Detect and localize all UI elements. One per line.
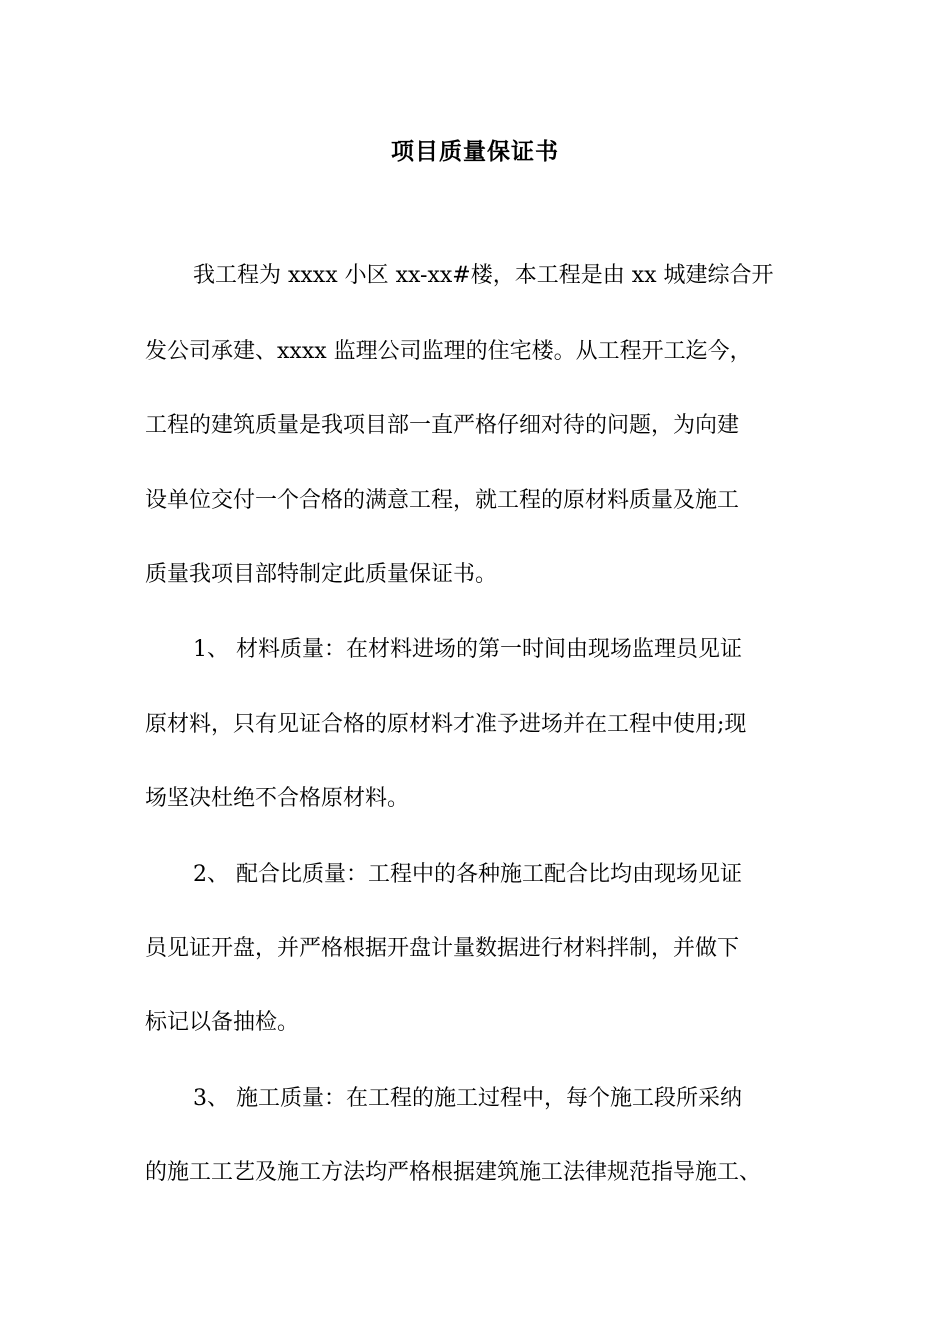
paragraph-intro-line: 工程的建筑质量是我项目部一直严格仔细对待的问题，为向建 [145,413,740,438]
paragraph-intro-line: 设单位交付一个合格的满意工程，就工程的原材料质量及施工 [145,488,740,513]
document-title: 项目质量保证书 [391,138,559,165]
item-3-line: 3、 施工质量：在工程的施工过程中，每个施工段所采纳 [193,1086,742,1111]
item-3-line: 的施工工艺及施工方法均严格根据建筑施工法律规范指导施工、 [145,1160,762,1185]
paragraph-intro-line: 发公司承建、xxxx 监理公司监理的住宅楼。从工程开工迄今， [145,339,752,364]
item-2-line: 员见证开盘，并严格根据开盘计量数据进行材料拌制，并做下 [145,936,740,961]
paragraph-intro-line: 质量我项目部特制定此质量保证书。 [145,562,498,587]
item-2-line: 标记以备抽检。 [145,1010,300,1035]
item-1-line: 原材料，只有见证合格的原材料才准予进场并在工程中使用;现 [145,712,747,737]
paragraph-intro-line: 我工程为 xxxx 小区 xx-xx#楼，本工程是由 xx 城建综合开 [193,263,774,288]
item-1-line: 场坚决杜绝不合格原材料。 [145,786,410,811]
item-2-line: 2、 配合比质量：工程中的各种施工配合比均由现场见证 [193,862,742,887]
item-1-line: 1、 材料质量：在材料进场的第一时间由现场监理员见证 [193,637,742,662]
